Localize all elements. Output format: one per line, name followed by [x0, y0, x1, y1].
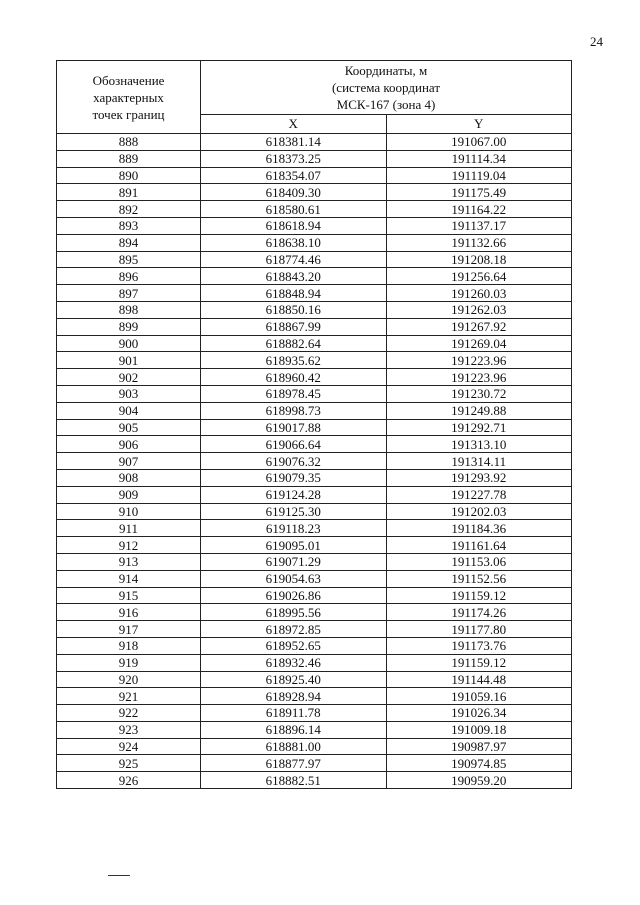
x-coordinate-cell: 618580.61 [201, 201, 387, 218]
point-id-cell: 919 [57, 654, 201, 671]
table-row [57, 268, 572, 285]
table-row [57, 721, 572, 738]
y-coordinate-cell: 190959.20 [386, 772, 572, 789]
point-id-cell: 896 [57, 268, 201, 285]
point-id-cell: 925 [57, 755, 201, 772]
table-row [57, 520, 572, 537]
table-body [57, 134, 572, 789]
table-row [57, 671, 572, 688]
x-coordinate-cell: 618638.10 [201, 234, 387, 251]
coordinates-header [201, 61, 572, 115]
y-coordinate-cell: 191293.92 [386, 469, 572, 486]
y-coordinate-cell: 191137.17 [386, 217, 572, 234]
point-id-cell: 914 [57, 570, 201, 587]
y-coordinate-cell: 191177.80 [386, 621, 572, 638]
point-designation-header [57, 61, 201, 134]
x-coordinate-cell: 618911.78 [201, 705, 387, 722]
x-coordinate-cell: 619017.88 [201, 419, 387, 436]
y-coordinate-cell: 191159.12 [386, 654, 572, 671]
x-coordinate-cell: 619124.28 [201, 486, 387, 503]
table-row [57, 150, 572, 167]
table-row [57, 570, 572, 587]
x-coordinate-cell: 618896.14 [201, 721, 387, 738]
y-coordinate-cell: 191256.64 [386, 268, 572, 285]
point-id-cell: 892 [57, 201, 201, 218]
x-coordinate-cell: 618978.45 [201, 385, 387, 402]
x-coordinate-cell: 619026.86 [201, 587, 387, 604]
table-row [57, 469, 572, 486]
table-row [57, 587, 572, 604]
table-row [57, 705, 572, 722]
table-row [57, 486, 572, 503]
y-coordinate-cell: 190974.85 [386, 755, 572, 772]
point-id-cell: 915 [57, 587, 201, 604]
y-coordinate-cell: 191230.72 [386, 385, 572, 402]
table-row [57, 217, 572, 234]
y-coordinate-cell: 191152.56 [386, 570, 572, 587]
point-id-cell: 898 [57, 301, 201, 318]
x-coordinate-cell: 619118.23 [201, 520, 387, 537]
x-coordinate-cell: 618843.20 [201, 268, 387, 285]
y-coordinate-cell: 191202.03 [386, 503, 572, 520]
table-row [57, 301, 572, 318]
page-number: 24 [590, 34, 603, 49]
x-column-header: X [201, 115, 387, 134]
y-coordinate-cell: 191175.49 [386, 184, 572, 201]
point-id-cell: 907 [57, 453, 201, 470]
y-column-header: Y [386, 115, 572, 134]
point-id-cell: 922 [57, 705, 201, 722]
y-coordinate-cell: 191026.34 [386, 705, 572, 722]
table-row [57, 134, 572, 151]
table-row [57, 318, 572, 335]
table-row [57, 184, 572, 201]
y-coordinate-cell: 191223.96 [386, 369, 572, 386]
x-coordinate-cell: 619076.32 [201, 453, 387, 470]
table-row [57, 251, 572, 268]
y-coordinate-cell: 191184.36 [386, 520, 572, 537]
point-id-cell: 891 [57, 184, 201, 201]
x-coordinate-cell: 618409.30 [201, 184, 387, 201]
x-coordinate-cell: 619095.01 [201, 537, 387, 554]
x-coordinate-cell: 618925.40 [201, 671, 387, 688]
point-id-cell: 923 [57, 721, 201, 738]
point-id-cell: 903 [57, 385, 201, 402]
x-coordinate-cell: 619071.29 [201, 553, 387, 570]
y-coordinate-cell: 191009.18 [386, 721, 572, 738]
point-header-line-3: точек границ [92, 106, 165, 122]
point-id-cell: 912 [57, 537, 201, 554]
point-id-cell: 894 [57, 234, 201, 251]
table-row [57, 637, 572, 654]
x-coordinate-cell: 619066.64 [201, 436, 387, 453]
point-id-cell: 905 [57, 419, 201, 436]
table-row [57, 335, 572, 352]
y-coordinate-cell: 191164.22 [386, 201, 572, 218]
x-coordinate-cell: 618935.62 [201, 352, 387, 369]
point-id-cell: 904 [57, 402, 201, 419]
table-header [57, 61, 572, 134]
y-coordinate-cell: 191208.18 [386, 251, 572, 268]
y-coordinate-cell: 191292.71 [386, 419, 572, 436]
y-coordinate-cell: 191132.66 [386, 234, 572, 251]
point-id-cell: 901 [57, 352, 201, 369]
x-coordinate-cell: 619079.35 [201, 469, 387, 486]
point-id-cell: 895 [57, 251, 201, 268]
table-row [57, 234, 572, 251]
point-id-cell: 888 [57, 134, 201, 151]
x-coordinate-cell: 618972.85 [201, 621, 387, 638]
y-coordinate-cell: 191059.16 [386, 688, 572, 705]
x-coordinate-cell: 618618.94 [201, 217, 387, 234]
y-coordinate-cell: 191114.34 [386, 150, 572, 167]
point-id-cell: 890 [57, 167, 201, 184]
point-id-cell: 913 [57, 553, 201, 570]
y-coordinate-cell: 191262.03 [386, 301, 572, 318]
table-row [57, 537, 572, 554]
coord-header-line-2: (система координат [331, 80, 441, 95]
x-coordinate-cell: 618381.14 [201, 134, 387, 151]
table-row [57, 385, 572, 402]
point-id-cell: 902 [57, 369, 201, 386]
point-id-cell: 917 [57, 621, 201, 638]
y-coordinate-cell: 191159.12 [386, 587, 572, 604]
x-coordinate-cell: 618960.42 [201, 369, 387, 386]
coord-header-line-3: МСК-167 (зона 4) [336, 97, 436, 112]
table-row [57, 402, 572, 419]
x-coordinate-cell: 618774.46 [201, 251, 387, 268]
table-row [57, 436, 572, 453]
y-coordinate-cell: 191161.64 [386, 537, 572, 554]
y-coordinate-cell: 191174.26 [386, 604, 572, 621]
y-coordinate-cell: 190987.97 [386, 738, 572, 755]
x-coordinate-cell: 618373.25 [201, 150, 387, 167]
point-id-cell: 909 [57, 486, 201, 503]
y-coordinate-cell: 191249.88 [386, 402, 572, 419]
point-id-cell: 906 [57, 436, 201, 453]
table-row [57, 604, 572, 621]
x-coordinate-cell: 618867.99 [201, 318, 387, 335]
y-coordinate-cell: 191223.96 [386, 352, 572, 369]
coord-header-line-1: Координаты, м [344, 63, 428, 78]
x-coordinate-cell: 618850.16 [201, 301, 387, 318]
point-header-line-1: Обозначение [92, 72, 165, 88]
table-row [57, 772, 572, 789]
y-coordinate-cell: 191227.78 [386, 486, 572, 503]
x-coordinate-cell: 618952.65 [201, 637, 387, 654]
point-id-cell: 926 [57, 772, 201, 789]
x-coordinate-cell: 618354.07 [201, 167, 387, 184]
x-coordinate-cell: 618881.00 [201, 738, 387, 755]
y-coordinate-cell: 191269.04 [386, 335, 572, 352]
y-coordinate-cell: 191260.03 [386, 285, 572, 302]
table-row [57, 553, 572, 570]
point-id-cell: 921 [57, 688, 201, 705]
point-id-cell: 911 [57, 520, 201, 537]
x-coordinate-cell: 618928.94 [201, 688, 387, 705]
table-row [57, 201, 572, 218]
y-coordinate-cell: 191067.00 [386, 134, 572, 151]
table-row [57, 453, 572, 470]
point-id-cell: 900 [57, 335, 201, 352]
x-coordinate-cell: 618995.56 [201, 604, 387, 621]
x-coordinate-cell: 618998.73 [201, 402, 387, 419]
x-coordinate-cell: 619125.30 [201, 503, 387, 520]
x-coordinate-cell: 618848.94 [201, 285, 387, 302]
point-id-cell: 910 [57, 503, 201, 520]
table-row [57, 419, 572, 436]
y-coordinate-cell: 191173.76 [386, 637, 572, 654]
table-row [57, 167, 572, 184]
footer-mark [108, 875, 130, 876]
point-header-line-2: характерных [93, 89, 164, 105]
table-row [57, 688, 572, 705]
table-row [57, 621, 572, 638]
x-coordinate-cell: 619054.63 [201, 570, 387, 587]
table-row [57, 654, 572, 671]
y-coordinate-cell: 191144.48 [386, 671, 572, 688]
y-coordinate-cell: 191119.04 [386, 167, 572, 184]
table-row [57, 503, 572, 520]
coordinates-table [56, 60, 572, 789]
x-coordinate-cell: 618882.64 [201, 335, 387, 352]
point-id-cell: 920 [57, 671, 201, 688]
point-id-cell: 897 [57, 285, 201, 302]
y-coordinate-cell: 191153.06 [386, 553, 572, 570]
point-id-cell: 893 [57, 217, 201, 234]
header-row-top [57, 61, 572, 115]
x-coordinate-cell: 618882.51 [201, 772, 387, 789]
y-coordinate-cell: 191314.11 [386, 453, 572, 470]
x-coordinate-cell: 618877.97 [201, 755, 387, 772]
point-id-cell: 899 [57, 318, 201, 335]
point-id-cell: 916 [57, 604, 201, 621]
table-row [57, 755, 572, 772]
table-row [57, 352, 572, 369]
point-id-cell: 889 [57, 150, 201, 167]
y-coordinate-cell: 191313.10 [386, 436, 572, 453]
y-coordinate-cell: 191267.92 [386, 318, 572, 335]
point-id-cell: 924 [57, 738, 201, 755]
table-row [57, 285, 572, 302]
point-id-cell: 918 [57, 637, 201, 654]
point-id-cell: 908 [57, 469, 201, 486]
x-coordinate-cell: 618932.46 [201, 654, 387, 671]
table-row [57, 738, 572, 755]
table-row [57, 369, 572, 386]
